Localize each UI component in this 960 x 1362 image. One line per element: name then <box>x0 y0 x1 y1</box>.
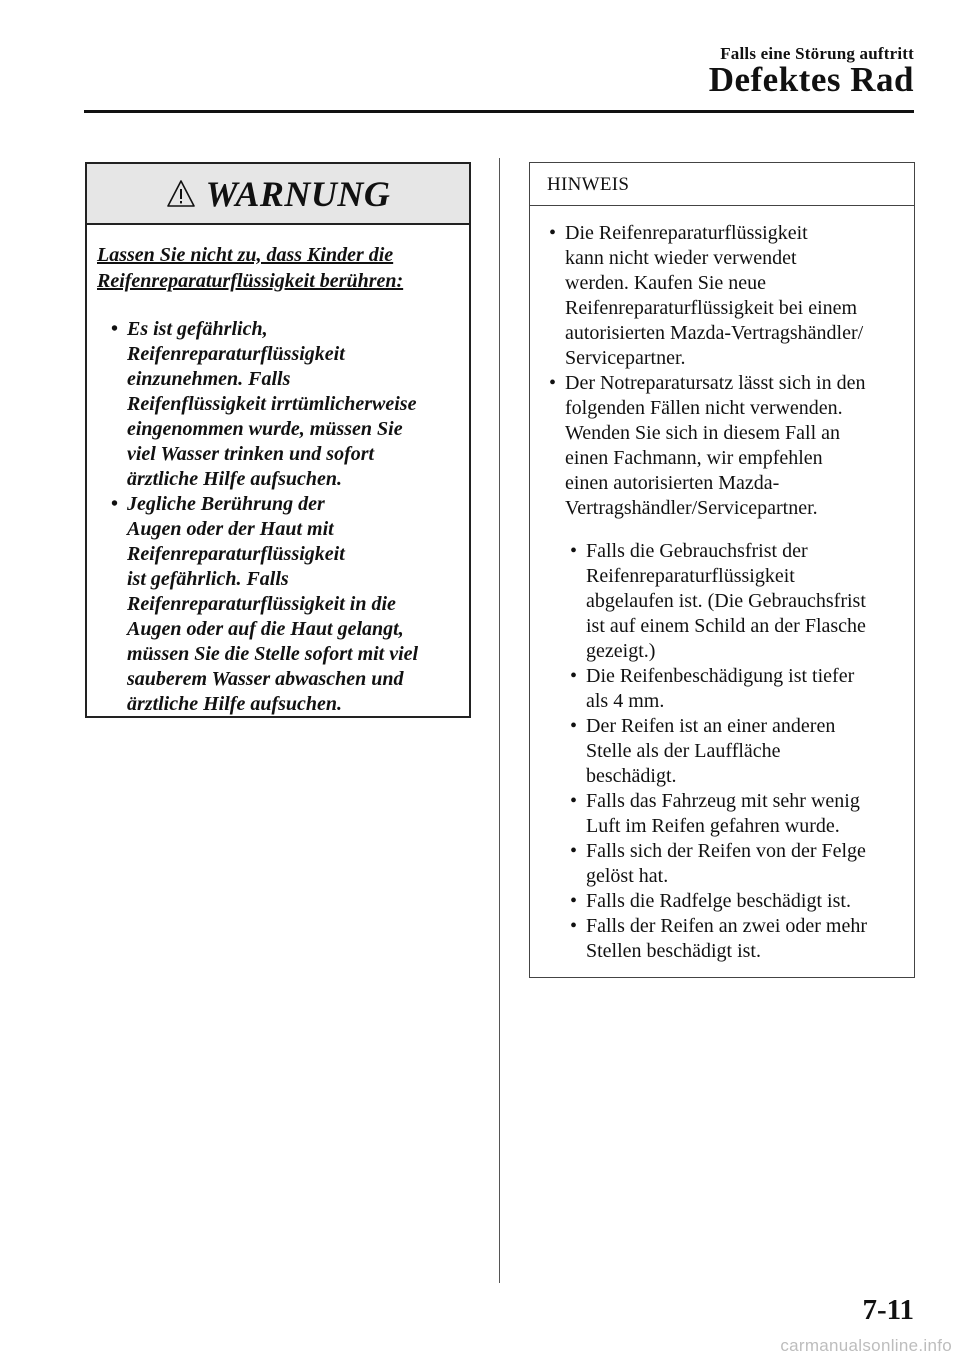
text-line: Der Notreparatursatz lässt sich in den <box>565 372 866 394</box>
warning-box <box>85 162 471 718</box>
text-line: einen Fachmann, wir empfehlen <box>565 447 823 469</box>
warning-title: WARNUNG <box>205 173 391 214</box>
header-section-label: Falls eine Störung auftritt <box>720 44 914 63</box>
text-line: einen autorisierten Mazda- <box>565 472 780 494</box>
text-line: Die Reifenbeschädigung ist tiefer <box>586 665 855 687</box>
text-line: ärztliche Hilfe aufsuchen. <box>127 693 343 715</box>
text-line: abgelaufen ist. (Die Gebrauchsfrist <box>586 590 866 612</box>
hinweis-sub-list-item <box>530 839 914 889</box>
text-line: Luft im Reifen gefahren wurde. <box>586 815 840 837</box>
warning-list <box>97 317 459 717</box>
text-line: Stellen beschädigt ist. <box>586 940 761 962</box>
text-line: Servicepartner. <box>565 347 686 369</box>
text-line: werden. Kaufen Sie neue <box>565 272 767 294</box>
page-number: 7-11 <box>862 1294 914 1326</box>
text-line: Wenden Sie sich in diesem Fall an <box>565 422 840 444</box>
text-line: Reifenflüssigkeit irrtümlicherweise <box>127 393 417 415</box>
text-line: Reifenreparaturflüssigkeit <box>586 565 795 587</box>
text-line: sauberem Wasser abwaschen und <box>127 668 404 690</box>
hinweis-title: HINWEIS <box>530 163 914 206</box>
warning-triangle-icon <box>166 179 196 209</box>
warning-list-item <box>97 317 459 492</box>
bullet-icon: • <box>549 222 557 244</box>
bullet-icon: • <box>549 372 557 394</box>
text-line: Die Reifenreparaturflüssigkeit <box>565 222 808 244</box>
text-line: Reifenreparaturflüssigkeit in die <box>127 593 396 615</box>
text-line: ist gefährlich. Falls <box>127 568 289 590</box>
hinweis-sub-list-item <box>530 914 914 964</box>
bullet-icon: • <box>570 540 578 562</box>
warning-body <box>87 225 469 717</box>
text-line: Stelle als der Lauffläche <box>586 740 781 762</box>
text-line: folgenden Fällen nicht verwenden. <box>565 397 843 419</box>
text-line: eingenommen wurde, müssen Sie <box>127 418 403 440</box>
bullet-icon: • <box>111 493 119 515</box>
text-line: Es ist gefährlich, <box>127 318 268 340</box>
text-line: Reifenreparaturflüssigkeit <box>127 343 345 365</box>
text-line: kann nicht wieder verwendet <box>565 247 797 269</box>
hinweis-list <box>530 221 914 521</box>
text-line: ärztliche Hilfe aufsuchen. <box>127 468 343 490</box>
warning-list-item <box>97 492 459 717</box>
text-line: Reifenreparaturflüssigkeit bei einem <box>565 297 858 319</box>
warning-intro: Lassen Sie nicht zu, dass Kinder die Reifenreparaturflüssigkeit berühren: <box>97 244 404 292</box>
text-line: Falls die Gebrauchsfrist der <box>586 540 808 562</box>
bullet-icon: • <box>570 790 578 812</box>
text-line: Reifenreparaturflüssigkeit <box>127 543 345 565</box>
page-title: Defektes Rad <box>708 60 914 99</box>
text-line: Jegliche Berührung der <box>127 493 325 515</box>
text-line: Falls sich der Reifen von der Felge <box>586 840 866 862</box>
bullet-icon: • <box>570 840 578 862</box>
hinweis-sub-list-item <box>530 889 914 914</box>
text-line: Vertragshändler/Servicepartner. <box>565 497 818 519</box>
column-divider <box>499 158 500 1283</box>
text-line: Augen oder auf die Haut gelangt, <box>127 618 404 640</box>
text-line: Der Reifen ist an einer anderen <box>586 715 836 737</box>
hinweis-list-item <box>530 221 914 371</box>
bullet-icon: • <box>570 665 578 687</box>
text-line: Augen oder der Haut mit <box>127 518 334 540</box>
text-line: Falls das Fahrzeug mit sehr wenig <box>586 790 860 812</box>
hinweis-box <box>529 162 915 978</box>
text-line: Falls der Reifen an zwei oder mehr <box>586 915 868 937</box>
header-rule <box>84 110 914 113</box>
bullet-icon: • <box>111 318 119 340</box>
text-line: gelöst hat. <box>586 865 669 887</box>
bullet-icon: • <box>570 715 578 737</box>
text-line: als 4 mm. <box>586 690 665 712</box>
text-line: müssen Sie die Stelle sofort mit viel <box>127 643 419 665</box>
watermark: carmanualsonline.info <box>780 1336 952 1355</box>
text-line: ist auf einem Schild an der Flasche <box>586 615 866 637</box>
text-line: gezeigt.) <box>586 640 656 662</box>
hinweis-sub-list-item <box>530 789 914 839</box>
hinweis-sub-list-item <box>530 714 914 789</box>
hinweis-body <box>530 206 914 964</box>
text-line: Falls die Radfelge beschädigt ist. <box>586 890 851 912</box>
warning-header <box>87 164 469 225</box>
text-line: viel Wasser trinken und sofort <box>127 443 375 465</box>
text-line: einzunehmen. Falls <box>127 368 291 390</box>
bullet-icon: • <box>570 915 578 937</box>
hinweis-list-item <box>530 371 914 521</box>
text-line: beschädigt. <box>586 765 677 787</box>
hinweis-sub-list-item <box>530 664 914 714</box>
text-line: autorisierten Mazda-Vertragshändler/ <box>565 322 864 344</box>
bullet-icon: • <box>570 890 578 912</box>
hinweis-sub-list <box>530 539 914 964</box>
hinweis-sub-list-item <box>530 539 914 664</box>
